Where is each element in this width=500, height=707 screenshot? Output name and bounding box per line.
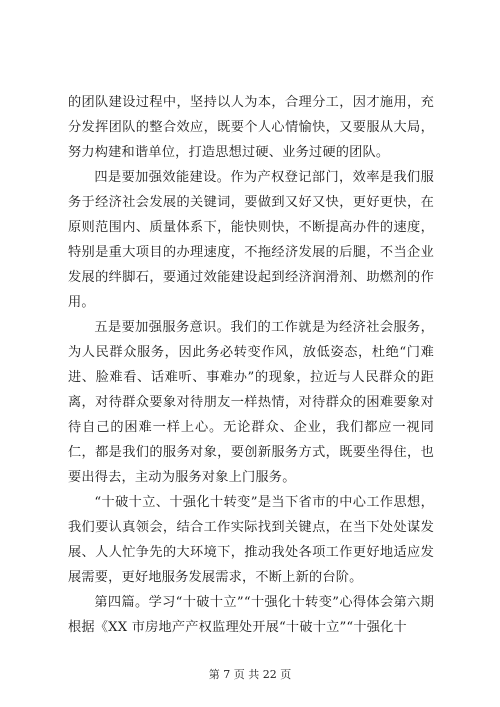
page-number-footer: 第 7 页 共 22 页 [208,668,292,681]
paragraph-ten-breaks: “十破十立、十强化十转变”是当下省市的中心工作思想，我们要认真领会，结合工作实际找到关键点，在当下处处谋发展、人人忙争先的大环境下，推动我处各项工作更好地适应发展需要，更好地服务发展需求，不断上新的台阶。 [68,495,434,585]
paragraph-team-building-continued: 的团队建设过程中，坚持以人为本，合理分工，因才施用，充分发挥团队的整合效应，既要个人心情愉快，又要服从大局，努力构建和谐单位，打造思想过硬、业务过硬的团队。 [68,95,434,160]
paragraph-efficiency: 四是要加强效能建设。作为产权登记部门，效率是我们服务于经济社会发展的关键词，要做到又好又快，更好更快，在原则范围内、质量体系下，能快则快，不断提高办件的速度，特别是重大项目的办理速度，不拖经济发展的后腿，不当企业发展的绊脚石，要通过效能建设起到经济润滑剂、助燃剂的作用。 [68,170,434,310]
paragraph-fourth-article: 第四篇。学习“十破十立”“十强化十转变”心得体会第六期根据《XX 市房地产产权监理处开展“十破十立”“十强化十 [68,595,434,635]
document-body [68,90,434,640]
paragraph-service: 五是要加强服务意识。我们的工作就是为经济社会服务，为人民群众服务，因此务必转变作风，放低姿态，杜绝“门难进、脸难看、话难听、事难办”的现象，拉近与人民群众的距离，对待群众要象对待朋友一样热情，对待群众的困难要象对待自己的困难一样上心。无论群众、企业，我们都应一视同仁，都是我们的服务对象，要创新服务方式，既要坐得住，也要出得去，主动为服务对象上门服务。 [68,320,434,485]
